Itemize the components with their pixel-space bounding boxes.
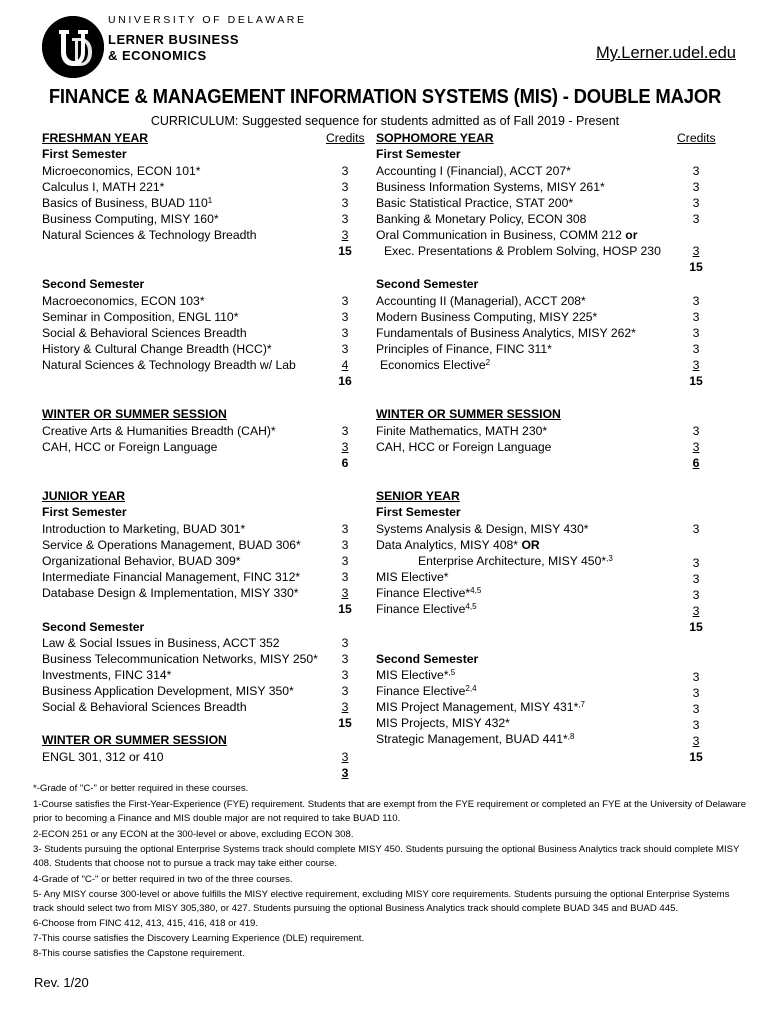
course-name: MIS Elective*$^{,5}$ (376, 668, 456, 682)
course-credits: 3 (692, 718, 700, 732)
course-credits: 3 (692, 588, 700, 602)
course-name: Social & Behavioral Sciences Breadth (42, 700, 247, 714)
curriculum-subtitle: CURRICULUM: Suggested sequence for students admitted as of Fall 2019 - Present (150, 114, 620, 128)
course-credits: 3 (341, 228, 349, 242)
course-credits: 3 (341, 586, 349, 600)
senior-first-semester: First Semester (376, 505, 461, 519)
course-name: Business Information Systems, MISY 261* (376, 180, 605, 194)
course-credits: 3 (341, 196, 349, 210)
course-credits: 3 (341, 310, 349, 324)
course-name: Systems Analysis & Design, MISY 430* (376, 522, 589, 536)
course-name: Investments, FINC 314* (42, 668, 172, 682)
credits-heading-right: Credits (677, 131, 716, 145)
website-link[interactable]: My.Lerner.udel.edu (595, 44, 736, 62)
semester-total: 15 (689, 374, 703, 388)
course-credits: 3 (692, 164, 700, 178)
course-credits: 3 (692, 294, 700, 308)
course-credits: 3 (341, 440, 349, 454)
school-name-line2: & ECONOMICS (108, 48, 207, 63)
course-credits: 3 (692, 670, 700, 684)
junior-first-semester: First Semester (42, 505, 127, 519)
footnote: prior to becoming a Finance and MIS double major are not required to take BUAD 110. (33, 813, 401, 824)
course-credits: 3 (341, 522, 349, 536)
course-name: Introduction to Marketing, BUAD 301* (42, 522, 246, 536)
semester-total: 15 (689, 620, 703, 634)
semester-total: 15 (689, 260, 703, 274)
course-name: Natural Sciences & Technology Breadth w/ Lab (42, 358, 296, 372)
footnote: 408. Students that choose not to pursue a track may take either course. (33, 858, 337, 869)
course-credits: 3 (692, 310, 700, 324)
course-name: History & Cultural Change Breadth (HCC)* (42, 342, 272, 356)
course-credits: 3 (341, 750, 349, 764)
course-name: Oral Communication in Business, COMM 212 or (376, 228, 638, 242)
semester-total: 15 (689, 750, 703, 764)
course-name: Social & Behavioral Sciences Breadth (42, 326, 247, 340)
course-name: Principles of Finance, FINC 311* (376, 342, 552, 356)
semester-total: 15 (338, 602, 352, 616)
course-credits: 3 (341, 684, 349, 698)
course-credits: 3 (692, 358, 700, 372)
course-name: Modern Business Computing, MISY 225* (376, 310, 598, 324)
footnote: 1-Course satisfies the First-Year-Experience (FYE) requirement. Students that are exempt from the FYE requirement or completed an FYE at the University of Delaware (33, 799, 747, 810)
footnote: 4-Grade of "C-" or better required in two of the three courses. (33, 874, 293, 885)
course-credits: 3 (692, 342, 700, 356)
session-total: 6 (341, 456, 349, 470)
sophomore-year-heading: SOPHOMORE YEAR (376, 131, 494, 145)
course-credits: 3 (692, 702, 700, 716)
course-credits: 3 (341, 652, 349, 666)
course-name: Database Design & Implementation, MISY 330* (42, 586, 299, 600)
credits-heading-left: Credits (326, 131, 365, 145)
sophomore-second-semester: Second Semester (376, 277, 479, 291)
course-credits: 3 (692, 686, 700, 700)
course-name: Finance Elective$^{2,4}$ (376, 684, 477, 698)
course-credits: 3 (692, 440, 700, 454)
course-name: Finite Mathematics, MATH 230* (376, 424, 548, 438)
course-name: CAH, HCC or Foreign Language (376, 440, 552, 454)
course-name: Finance Elective$^{4,5}$ (376, 602, 477, 616)
course-name: Law & Social Issues in Business, ACCT 352 (42, 636, 280, 650)
course-name: Business Computing, MISY 160* (42, 212, 219, 226)
course-credits: 4 (341, 358, 349, 372)
course-credits: 3 (692, 604, 700, 618)
course-name: MIS Project Management, MISY 431*$^{,7}$ (376, 700, 585, 714)
sophomore-winter-heading: WINTER OR SUMMER SESSION (376, 407, 561, 421)
course-credits: 3 (341, 700, 349, 714)
junior-winter-heading: WINTER OR SUMMER SESSION (42, 733, 227, 747)
revision-label: Rev. 1/20 (34, 975, 89, 990)
course-credits: 3 (692, 572, 700, 586)
university-name: UNIVERSITY OF DELAWARE (108, 14, 307, 26)
course-credits: 3 (341, 424, 349, 438)
course-credits: 3 (341, 294, 349, 308)
semester-total: 15 (338, 716, 352, 730)
junior-year-heading: JUNIOR YEAR (42, 489, 126, 503)
course-credits: 3 (692, 424, 700, 438)
ud-logo-mark-icon (42, 16, 104, 78)
senior-second-semester: Second Semester (376, 652, 479, 666)
course-credits: 3 (341, 212, 349, 226)
course-credits: 3 (341, 342, 349, 356)
course-credits: 3 (692, 326, 700, 340)
course-name: Seminar in Composition, ENGL 110* (42, 310, 239, 324)
course-credits: 3 (692, 522, 700, 536)
session-total: 3 (341, 766, 349, 780)
course-credits: 3 (341, 180, 349, 194)
footnote: 2-ECON 251 or any ECON at the 300-level or above, excluding ECON 308. (33, 829, 354, 840)
freshman-second-semester: Second Semester (42, 277, 145, 291)
course-name: Finance Elective*$^{4,5}$ (376, 586, 482, 600)
course-name: Basics of Business, BUAD $110^1$ (42, 196, 213, 210)
school-name-line1: LERNER BUSINESS (108, 32, 240, 47)
course-name: Accounting II (Managerial), ACCT 208* (376, 294, 586, 308)
course-name: ENGL 301, 312 or 410 (42, 750, 164, 764)
course-name: MIS Elective* (376, 570, 449, 584)
course-name: MIS Projects, MISY 432* (376, 716, 510, 730)
course-name: Economics Elective$^2$ (380, 358, 491, 372)
course-credits: 3 (692, 212, 700, 226)
footnote: 6-Choose from FINC 412, 413, 415, 416, 418 or 419. (33, 918, 259, 929)
course-name: Strategic Management, BUAD 441*$^{,8}$ (376, 732, 575, 746)
sophomore-first-semester: First Semester (376, 147, 461, 161)
footnote: 8-This course satisfies the Capstone requirement. (33, 948, 245, 959)
course-name: CAH, HCC or Foreign Language (42, 440, 218, 454)
course-credits: 3 (341, 164, 349, 178)
senior-year-heading: SENIOR YEAR (376, 489, 460, 503)
freshman-first-semester: First Semester (42, 147, 127, 161)
course-name: Business Application Development, MISY 350* (42, 684, 294, 698)
page-title: FINANCE & MANAGEMENT INFORMATION SYSTEMS (MIS) - DOUBLE MAJOR (48, 85, 722, 108)
course-name: Enterprise Architecture, MISY 450*$^{,3}$ (418, 554, 613, 568)
course-name: Creative Arts & Humanities Breadth (CAH)* (42, 424, 276, 438)
course-name: Microeconomics, ECON 101* (42, 164, 201, 178)
course-credits: 3 (692, 556, 700, 570)
course-credits: 3 (341, 668, 349, 682)
course-name: Business Telecommunication Networks, MISY 250* (42, 652, 318, 666)
course-credits: 3 (341, 636, 349, 650)
course-credits: 3 (341, 570, 349, 584)
footnote: 3- Students pursuing the optional Enterprise Systems track should complete MISY 450. Students pursuing the optional Business Analytics track should complete MISY (33, 844, 740, 855)
course-name: Calculus I, MATH 221* (42, 180, 165, 194)
footnote: 5- Any MISY course 300-level or above fulfills the MISY elective requirement, excluding MISY core requirements. Students pursuing the optional Enterprise Systems (33, 889, 730, 900)
course-credits: 3 (692, 244, 700, 258)
semester-total: 15 (338, 244, 352, 258)
course-credits: 3 (341, 538, 349, 552)
course-name: Natural Sciences & Technology Breadth (42, 228, 257, 242)
course-credits: 3 (692, 196, 700, 210)
semester-total: 16 (338, 374, 352, 388)
footnote: *-Grade of "C-" or better required in these courses. (33, 783, 249, 794)
course-name: Fundamentals of Business Analytics, MISY 262* (376, 326, 636, 340)
course-name: Intermediate Financial Management, FINC 312* (42, 570, 301, 584)
session-total: 6 (692, 456, 700, 470)
course-credits: 3 (341, 326, 349, 340)
course-name: Service & Operations Management, BUAD 306* (42, 538, 301, 552)
course-name: Exec. Presentations & Problem Solving, HOSP 230 (384, 244, 661, 258)
course-credits: 3 (341, 554, 349, 568)
course-name: Macroeconomics, ECON 103* (42, 294, 205, 308)
course-name: Banking & Monetary Policy, ECON 308 (376, 212, 587, 226)
course-name: Basic Statistical Practice, STAT 200* (376, 196, 574, 210)
footnote: 7-This course satisfies the Discovery Learning Experience (DLE) requirement. (33, 933, 365, 944)
junior-second-semester: Second Semester (42, 620, 145, 634)
course-name: Data Analytics, MISY 408* OR (376, 538, 540, 552)
ud-logo (42, 16, 104, 78)
course-name: Accounting I (Financial), ACCT 207* (376, 164, 571, 178)
course-name: Organizational Behavior, BUAD 309* (42, 554, 241, 568)
freshman-year-heading: FRESHMAN YEAR (42, 131, 149, 145)
course-credits: 3 (692, 180, 700, 194)
freshman-winter-heading: WINTER OR SUMMER SESSION (42, 407, 227, 421)
course-credits: 3 (692, 734, 700, 748)
footnote: track should select two from MISY 305,380, or 427. Students pursuing the optional Business Analytics track should complete BUAD 345 and BUAD 445. (33, 903, 679, 914)
